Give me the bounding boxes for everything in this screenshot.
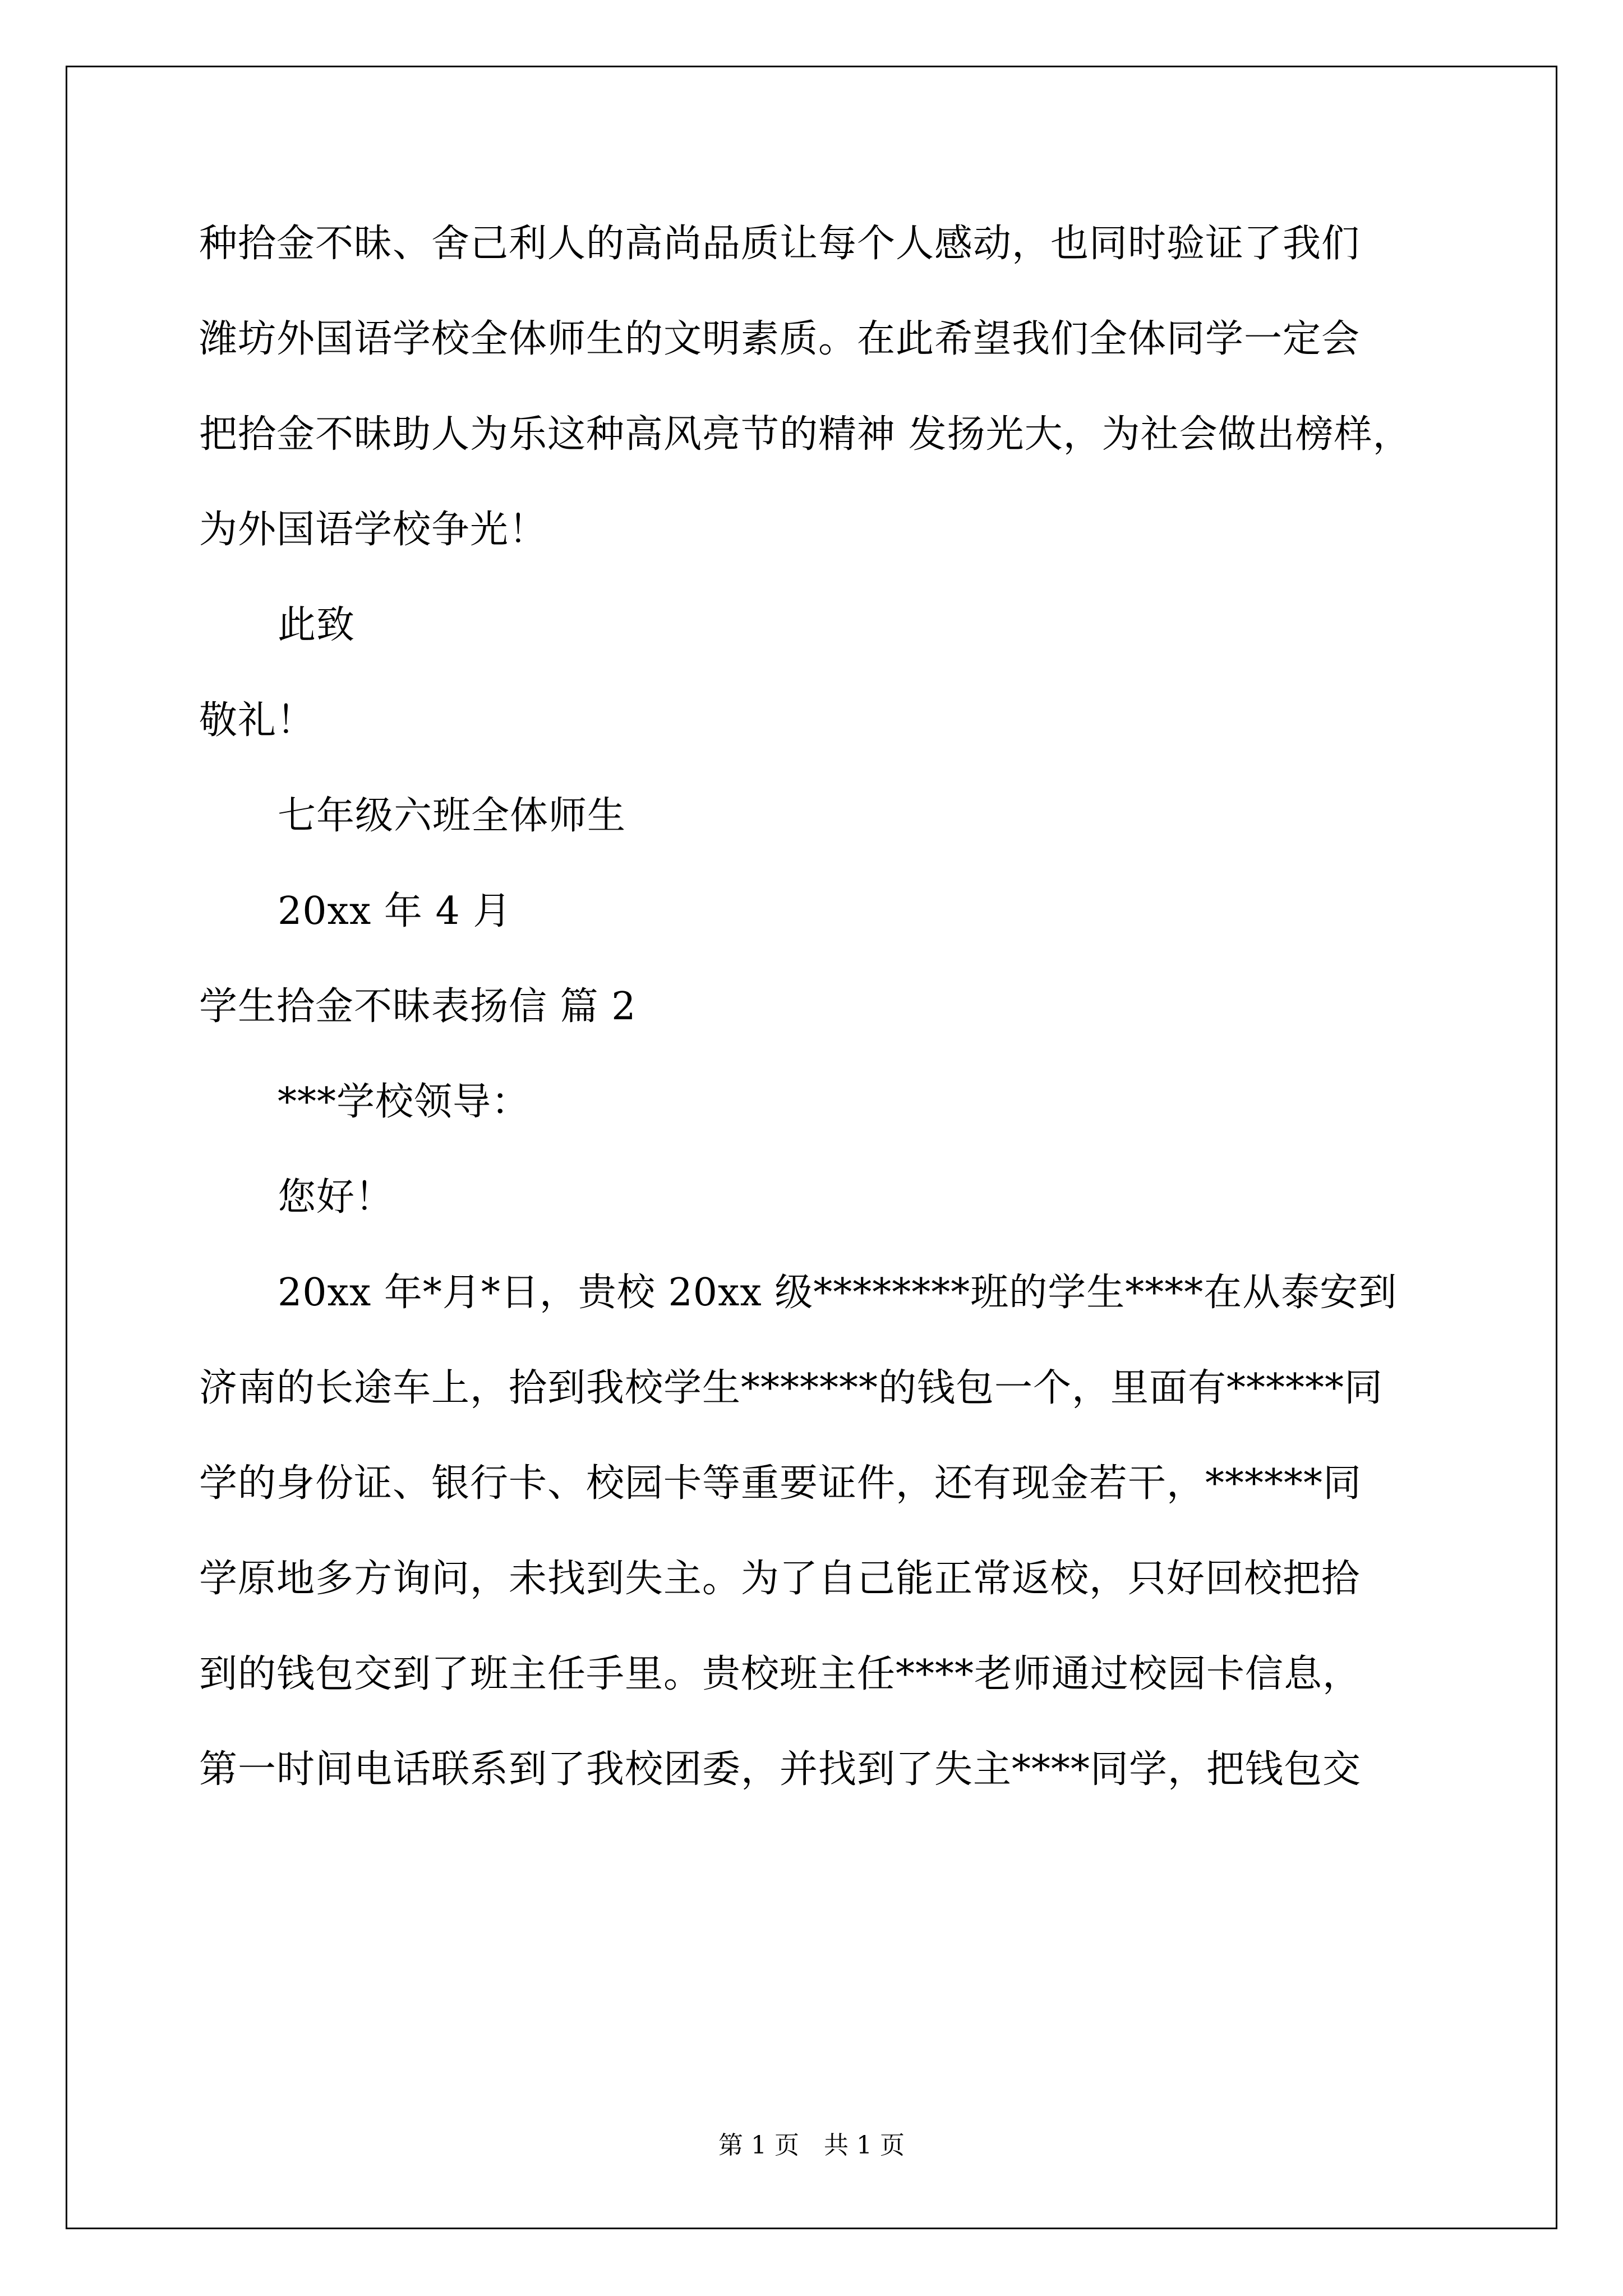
text-line: 潍坊外国语学校全体师生的文明素质。在此希望我们全体同学一定会 — [199, 317, 1361, 361]
section-heading: 学生拾金不昧表扬信 篇 2 — [199, 984, 637, 1029]
greeting: 您好！ — [278, 1175, 394, 1220]
text-line: 20xx 年*月*日，贵校 20xx 级********班的学生****在从泰安到 — [278, 1271, 1398, 1315]
text-line: 为外国语学校争光！ — [199, 508, 548, 552]
page-number-footer: 第 1 页 共 1 页 — [718, 2131, 905, 2160]
text-line: 到的钱包交到了班主任手里。贵校班主任****老师通过校园卡信息， — [199, 1652, 1362, 1696]
text-line: 种拾金不昧、舍己利人的高尚品质让每个人感动，也同时验证了我们 — [199, 222, 1361, 266]
text-line: 第一时间电话联系到了我校团委，并找到了失主****同学，把钱包交 — [199, 1747, 1362, 1792]
recipient: ***学校领导： — [278, 1080, 531, 1124]
text-line: 学的身份证、银行卡、校园卡等重要证件，还有现金若干，******同 — [199, 1461, 1362, 1506]
date: 20xx 年 4 月 — [278, 889, 512, 933]
text-line: 把拾金不昧助人为乐这种高风亮节的精神 发扬光大，为社会做出榜样， — [199, 412, 1412, 457]
closing-regards: 敬礼！ — [199, 698, 316, 743]
text-line: 学原地多方询问，未找到失主。为了自己能正常返校，只好回校把拾 — [199, 1557, 1361, 1601]
signature: 七年级六班全体师生 — [278, 794, 626, 838]
text-line: 济南的长途车上，拾到我校学生*******的钱包一个，里面有******同 — [199, 1366, 1384, 1410]
page-border — [66, 66, 1557, 2229]
closing-salutation: 此致 — [278, 603, 356, 647]
